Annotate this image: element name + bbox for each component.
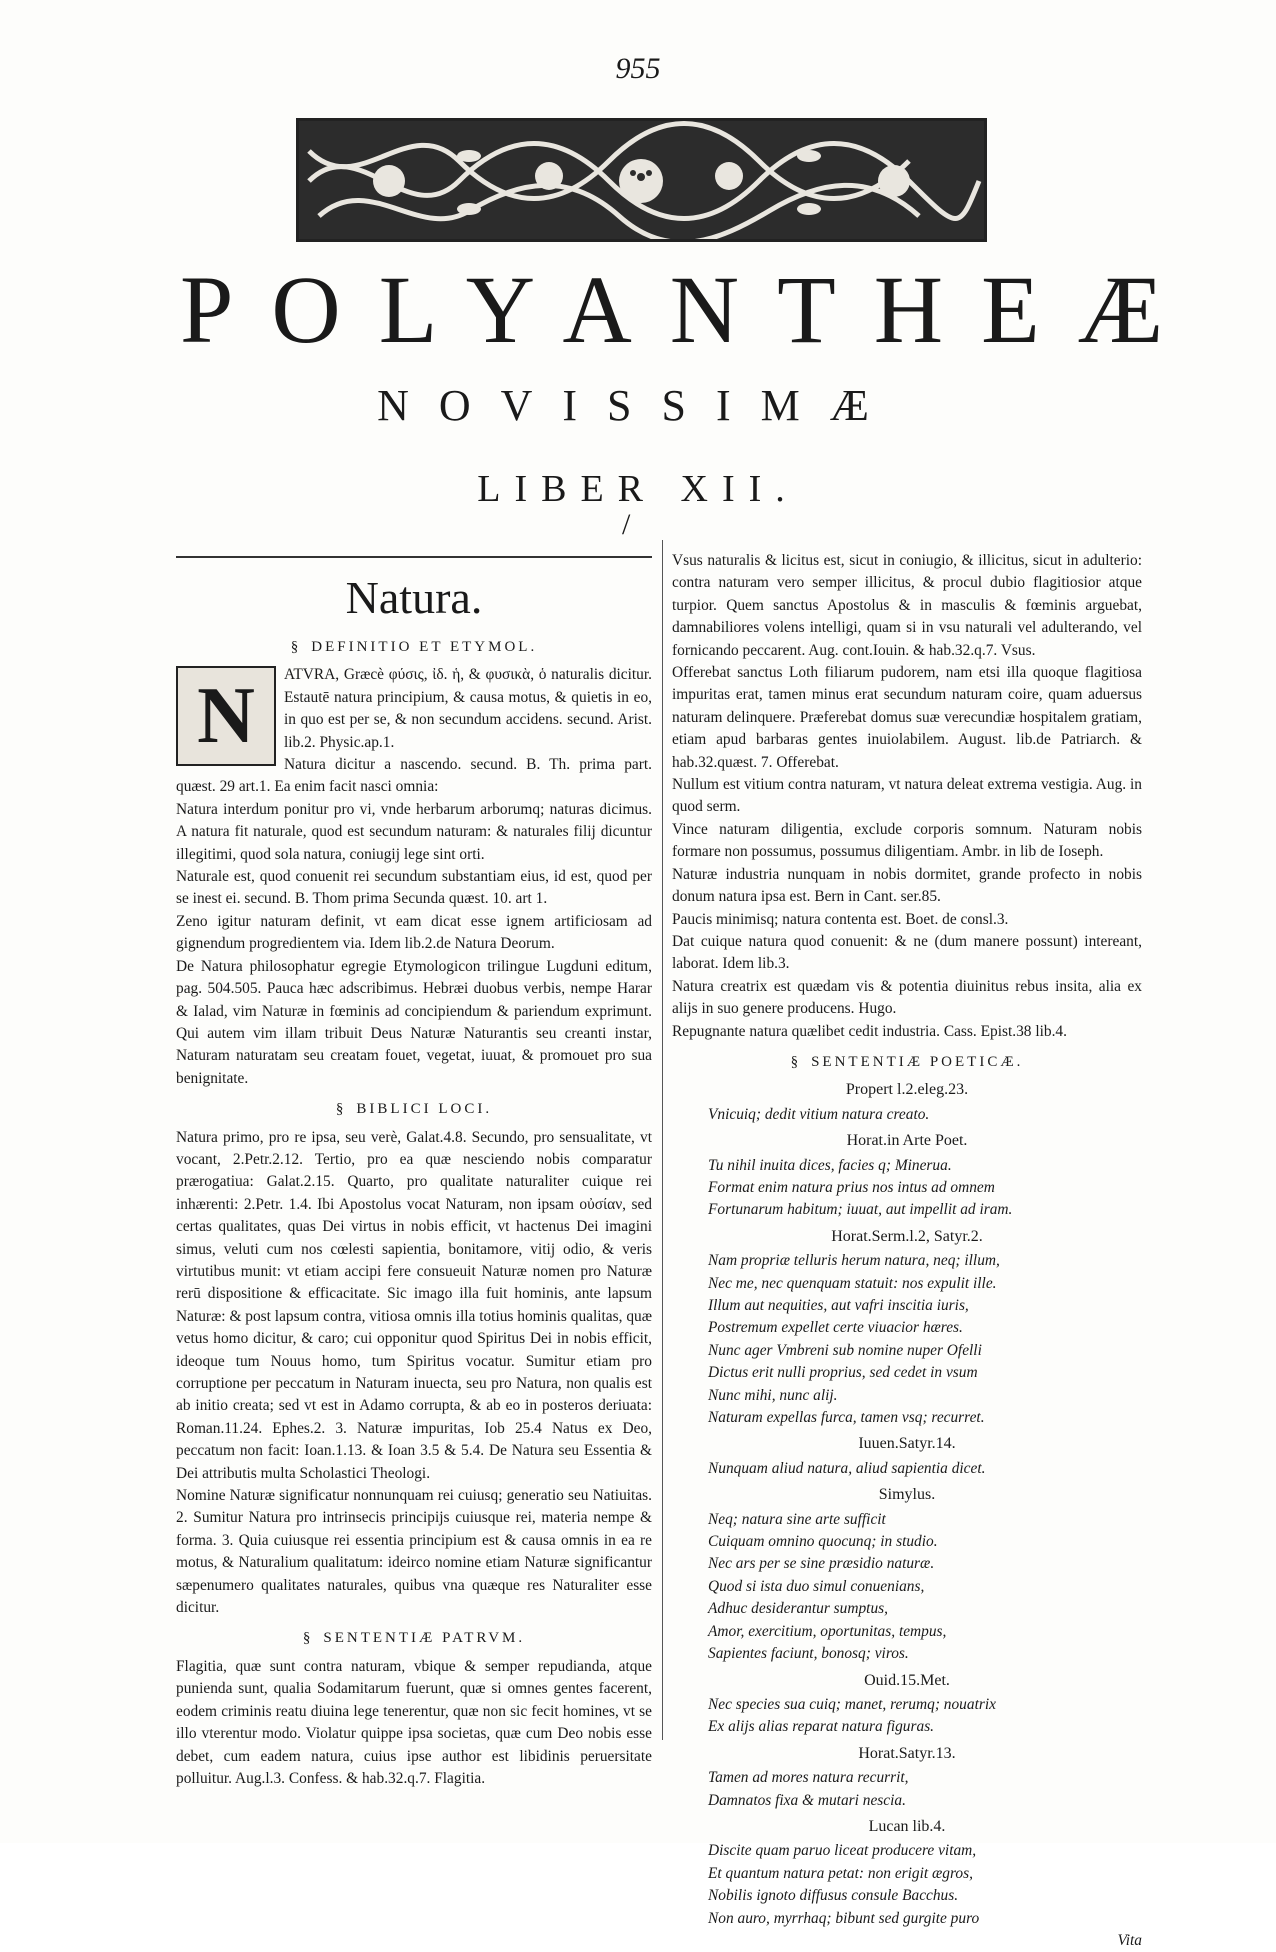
paragraph: De Natura philosophatur egregie Etymologicon trilingue Lugduni editum, pag. 504.505. Pauca hæc adscribimus. Hebræi duobus verbis, nempe Harar & Ialad, vim Naturæ in fœminis ad concipiendum & pariendum exprimunt. Qui autem vim illam tribuit Deus Naturæ Naturantis seu creanti instar, Naturam naturatam seu creatam fouet, vegetat, iuuat, & promouet pro sua benignitate. xyxy=(176,957,652,1087)
poet-source: Propert l.2.eleg.23. xyxy=(845,1081,969,1099)
paragraph: Paucis minimisq; natura contenta est. Boet. de consl.3. xyxy=(672,910,1009,928)
paragraph: Dat cuique natura quod conuenit: & ne (dum manere possunt) intereant, laborat. Idem lib.3. xyxy=(672,932,1142,973)
verse-line: Cuiquam omnino quocunq; in studio. xyxy=(708,1533,938,1551)
verse-line: Non auro, myrrhaq; bibunt sed gurgite puro xyxy=(708,1909,980,1927)
book-number: LIBER XII. xyxy=(477,468,799,510)
poet-source: Horat.Serm.l.2, Satyr.2. xyxy=(831,1227,983,1245)
paragraph: Offerebat sanctus Loth filiarum pudorem, nam etsi illa quoque flagitiosa impuritas erat, tamen minus erat secundum naturam coire, quam aduersus naturam delinquere. Præferebat domus suæ verecundiæ hospitalem gratiam, etiam apud barbaras gentes inuiolabilem. August. lib.de Patriarch. & hab.32.quæst. 7. Offerebat. xyxy=(672,664,1142,771)
paragraph: Natura primo, pro re ipsa, seu verè, Galat.4.8. Secundo, pro sensualitate, vt vocant, 2.Petr.2.12. Tertio, pro ea quæ nesciendo nobis comparatur prærogatiua: Galat.2.15. Quarto, pro qualitate naturaliter cuique rei inhærenti: 2.Petr. 1.4. Ibi Apostolus vocat Naturam, non ipsam οὐσίαν, sed certas qualitates, quas Dei virtus in nobis efficit, vt hactenus Dei imagini simus, veluti cum nos cœlesti sapientia, bonitamore, vitij odio, & veris virtutibus munit: vt etiam accipi fere consueuit Naturæ nomen pro Naturæ rerū dispositione & efficacitate. Sic imago illa fuit hominis, ante lapsum Naturæ: & post lapsum contra, vitiosa omnis illa totius hominis qualitas, quæ vetus homo dicitur, & caro; cui opponitur quod Spiritus Dei in nobis efficit, ideoque tum Nouus homo, tum Spiritus vocatur. Sumitur etiam pro corruptione per peccatum in Naturam inuecta, seu pro Natura, non qualis est ab initio creata; sed vt est in Adamo corrupta, & ab eo in posteros deriuata: Roman.11.24. Ephes.2. 3. Naturæ impuritas, Iob 25.4 Natus ex Deo, peccatum non facit: Ioan.1.13. & Ioan 3.5 & 5.4. De Natura seu Essentia & Dei attributis multa Scholastici Theologi. xyxy=(176,1128,652,1482)
verse-line: Amor, exercitium, oportunitas, tempus, xyxy=(708,1622,947,1640)
paragraph: Nullum est vitium contra naturam, vt natura deleat extrema vestigia. Aug. in quod serm. xyxy=(672,776,1142,816)
poet-source: Ouid.15.Met. xyxy=(864,1671,950,1689)
verse-line: Nobilis ignoto diffusus consule Bacchus. xyxy=(708,1887,959,1905)
verse-line: Nec me, nec quenquam statuit: nos expulit ille. xyxy=(708,1274,997,1292)
paragraph: Natura interdum ponitur pro vi, vnde herbarum arborumq; naturas dicimus. A natura fit naturale, quod est secundum naturam: & naturales filij dicuntur illegitimi, quod sola natura, coniugij lege sint orti. xyxy=(176,800,652,863)
verse-line: Damnatos fixa & mutari nescia. xyxy=(708,1791,906,1809)
left-column xyxy=(176,550,652,1790)
poet-source: Iuuen.Satyr.14. xyxy=(858,1435,956,1453)
paragraph: Zeno igitur naturam definit, vt eam dicat esse ignem artificiosam ad gignendum progredientem via. Idem lib.2.de Natura Deorum. xyxy=(176,912,652,953)
verse-line: Format enim natura prius nos intus ad omnem xyxy=(708,1178,995,1196)
verse-line: Ex alijs alias reparat natura figuras. xyxy=(708,1718,935,1736)
verse-line: Dictus erit nulli proprius, sed cedet in vsum xyxy=(708,1364,978,1382)
verse-line: Nam propriæ telluris herum natura, neq; illum, xyxy=(708,1252,1000,1270)
verse-line: Nunquam aliud natura, aliud sapientia dicet. xyxy=(708,1459,986,1477)
page-number: 955 xyxy=(615,52,661,85)
ornament-pattern-icon xyxy=(299,121,984,239)
book-subtitle: NOVISSIMÆ xyxy=(377,381,899,430)
verse-line: Nunc ager Vmbreni sub nomine nuper Ofelli xyxy=(708,1341,982,1359)
verse-line: Nec ars per se sine præsidio naturæ. xyxy=(708,1555,935,1573)
paragraph: Vince naturam diligentia, exclude corporis somnum. Naturam nobis formare non possumus, possumus diligentiam. Ambr. in lib de Ioseph. xyxy=(672,820,1142,861)
verse-line: Illum aut nequities, aut vafri inscitia iuris, xyxy=(708,1297,969,1314)
verse-line: Fortunarum habitum; iuuat, aut impellit ad iram. xyxy=(708,1201,1013,1219)
verse-line: Neq; natura sine arte sufficit xyxy=(708,1510,886,1528)
headword: Natura. xyxy=(345,572,483,623)
paragraph: Natura creatrix est quædam vis & potentia diuinitus rebus insita, alia ex alijs in suo genere producens. Hugo. xyxy=(672,977,1142,1018)
section-heading-definitio: § DEFINITIO ET ETYMOL. xyxy=(290,639,538,655)
paragraph: Naturæ industria nunquam in nobis dormitet, grande profecto in nobis donum natura ipsa est. Bern in Cant. ser.85. xyxy=(672,865,1142,906)
paragraph-mark-icon: § xyxy=(302,1630,314,1647)
poet-source: Simylus. xyxy=(878,1486,936,1504)
paragraph: Flagitia, quæ sunt contra naturam, vbique & semper repudianda, atque punienda sunt, qualia Sodamitarum fuerunt, quæ si omnes gentes facerent, eodem criminis reatu diuina lege tenerentur, quæ non sic fecit homines, vt se illo vterentur modo. Violatur quippe ipsa societas, quæ cum Deo nobis esse debet, cum eadem natura, cuius ipse author est libidinis peruersitate polluitur. Aug.l.3. Confess. & hab.32.q.7. Flagitia. xyxy=(176,1657,652,1787)
verse-line: Sapientes faciunt, bonosq; viros. xyxy=(708,1645,909,1663)
poet-source: Lucan lib.4. xyxy=(868,1817,946,1835)
verse-line: Postremum expellet certe viuacior hæres. xyxy=(708,1319,963,1337)
verse-line: Et quantum natura petat: non erigit ægros, xyxy=(708,1864,973,1882)
paragraph: Repugnante natura quælibet cedit industria. Cass. Epist.38 lib.4. xyxy=(672,1022,1067,1040)
paragraph-mark-icon: § xyxy=(335,1101,347,1118)
verse-line: Tamen ad mores natura recurrit, xyxy=(708,1769,909,1787)
verse-line: Nec species sua cuiq; manet, rerumq; nouatrix xyxy=(708,1695,996,1713)
section-heading-biblici: § BIBLICI LOCI. xyxy=(335,1101,493,1118)
verse-line: Discite quam paruo liceat producere vitam, xyxy=(708,1842,977,1860)
verse-line: Naturam expellas furca, tamen vsq; recurret. xyxy=(708,1409,985,1427)
section-heading-poeticae: § SENTENTIÆ POETICÆ. xyxy=(790,1053,1024,1070)
verse-line: Quod si ista duo simul conuenians, xyxy=(708,1577,925,1595)
verse-line: Vnicuiq; dedit vitium natura creato. xyxy=(708,1105,930,1123)
paragraph: Natura dicitur a nascendo. secund. B. Th. prima part. quæst. 29 art.1. Ea enim facit nasci omnia: xyxy=(176,756,652,796)
dropcap-initial: N xyxy=(176,666,276,766)
paragraph: Nomine Naturæ significatur nonnunquam rei cuiusq; generatio seu Natiuitas. 2. Sumitur Natura pro intrinsecis principijs cuiusque rei, materia nempe & forma. 3. Quia cuiusque rei essentia principium est & causa omnis in ea re motus, & Naturalium qualitatum: ideirco nomine etiam Naturæ significantur sæpenumero qualitates naturales, quibus vna quæque res Naturaliter esse dicitur. xyxy=(176,1487,652,1617)
catchword: Vita xyxy=(1117,1931,1142,1949)
verse-line: Tu nihil inuita dices, facies q; Minerua. xyxy=(708,1156,952,1174)
poet-source: Horat.Satyr.13. xyxy=(858,1744,956,1762)
poet-source: Horat.in Arte Poet. xyxy=(846,1132,968,1150)
paragraph: Naturale est, quod conuenit rei secundum substantiam eius, id est, quod per se inest ei. secund. B. Thom prima Secunda quæst. 10. art 1. xyxy=(176,868,652,908)
paragraph-mark-icon: § xyxy=(790,1053,802,1070)
book-title: POLYANTHEÆ xyxy=(180,256,1202,363)
right-column xyxy=(672,550,1142,1952)
slash-mark: / xyxy=(622,508,631,541)
verse-line: Adhuc desiderantur sumptus, xyxy=(708,1600,888,1618)
paragraph: ATVRA, Græcè φύσις, ἰδ. ἡ, & φυσικὰ, ὁ naturalis dicitur. Estautē natura principium, & causa motus, & quietis in eo, in quo est per se, & non secundum accidens. secund. Arist. lib.2. Physic.ap.1. xyxy=(284,666,652,751)
paragraph-mark-icon: § xyxy=(290,639,302,655)
verse-line: Nunc mihi, nunc alij. xyxy=(708,1386,838,1404)
section-heading-patrum: § SENTENTIÆ PATRVM. xyxy=(302,1630,526,1647)
column-divider xyxy=(662,540,663,1740)
paragraph: Vsus naturalis & licitus est, sicut in coniugio, & illicitus, sicut in adulterio: contra naturam vero semper illicitus, & procul dubio flagitiosior atque turpior. Quem sanctus Apostolus & in masculis & fœminis arguebat, damnabiliores volens intelligi, quam si in vsu naturali vel adulterando, vel fornicando peccarent. Aug. cont.Iouin. & hab.32.q.7. Vsus. xyxy=(672,552,1142,659)
decorative-headpiece-ornament xyxy=(296,118,987,242)
